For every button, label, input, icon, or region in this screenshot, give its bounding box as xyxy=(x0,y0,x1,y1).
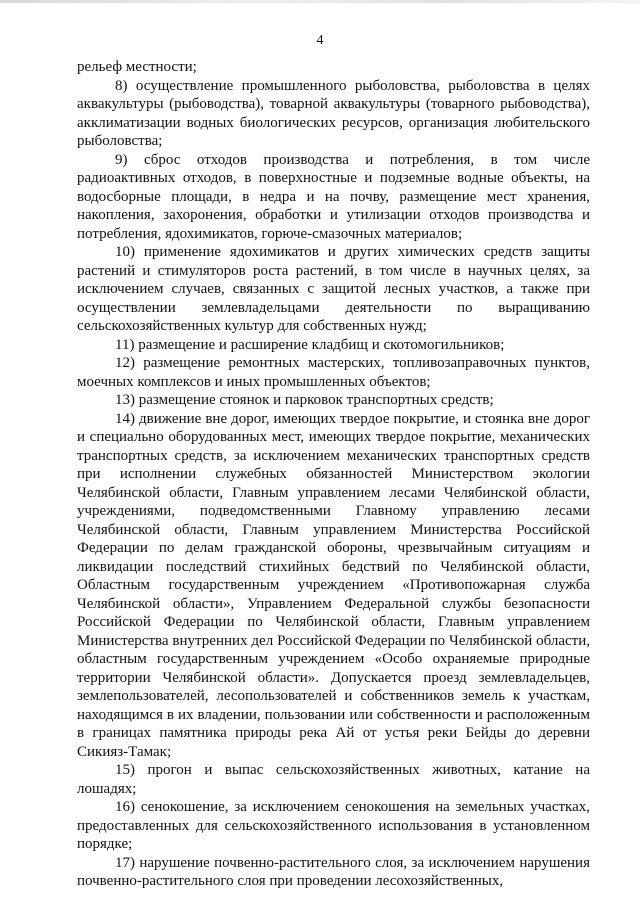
list-item-15: 15) прогон и выпас сельскохозяйственных животных, катание на лошадях; xyxy=(77,762,590,797)
list-item-11: 11) размещение и расширение кладбищ и скотомогильников; xyxy=(115,336,505,353)
list-item-10: 10) применение ядохимикатов и других химических средств защиты растений и стимуляторов роста растений, в том числе в научных целях, за исключением случаев, связанных с защитой лесных участков, а также при осуществлении землевладельцами деятельности по выращиванию сельскохозяйственных культур для собственных нужд; xyxy=(77,244,590,334)
page-number: 4 xyxy=(316,33,324,48)
list-item-17: 17) нарушение почвенно-растительного слоя, за исключением нарушения почвенно-растительного слоя при проведении лесохозяйственных, xyxy=(77,854,590,889)
list-item-14: 14) движение вне дорог, имеющих твердое покрытие, и стоянка вне дорог и специально оборудованных мест, имеющих твердое покрытие, механических транспортных средств, за исключением механических транспортных средств при исполнении служебных обязанностей Министерством экологии Челябинской области, Главным управлением лесами Челябинской области, учреждениями, подведомственными Главному управлению лесами Челябинской области, Главным управлением Министерства Российской Федерации по делам гражданской обороны, чрезвычайным ситуациям и ликвидации последствий стихийных бедствий по Челябинской области, Областным государственным учреждением «Противопожарная служба Челябинской области», Управлением Федеральной службы безопасности Российской Федерации по Челябинской области, Главным управлением Министерства внутренних дел Российской Федерации по Челябинской области, областным государственным учреждением «Особо охраняемые природные территории Челябинской области». Допускается проезд землевладельцев, землепользователей, лесопользователей и собственников земель к участкам, находящимся в их владении, пользовании или собственности и расположенным в границах памятника природы река Ай от устья реки Бейды до деревни Сикияз-Тамак; xyxy=(77,410,590,760)
document-body xyxy=(77,58,590,891)
list-item-8: 8) осуществление промышленного рыболовства, рыболовства в целях аквакультуры (рыбоводства), товарной аквакультуры (товарного рыбоводства), акклиматизации водных биологических ресурсов, организация любительского рыболовства; xyxy=(77,77,590,149)
scan-top-edge xyxy=(0,0,640,3)
list-item-12: 12) размещение ремонтных мастерских, топливозаправочных пунктов, моечных комплексов и иных промышленных объектов; xyxy=(77,355,590,390)
list-item-9: 9) сброс отходов производства и потребления, в том числе радиоактивных отходов, в поверхностные и подземные водные объекты, на водосборные площади, в недра и на почву, размещение мест хранения, накопления, захоронения, обработки и утилизации отходов производства и потребления, ядохимикатов, горюче-смазочных материалов; xyxy=(77,151,590,242)
paragraph-continuation: рельеф местности; xyxy=(77,59,197,75)
list-item-13: 13) размещение стоянок и парковок транспортных средств; xyxy=(115,392,494,408)
list-item-16: 16) сенокошение, за исключением сенокошения на земельных участках, предоставленных для сельскохозяйственного использования в установленном порядке; xyxy=(77,799,590,852)
